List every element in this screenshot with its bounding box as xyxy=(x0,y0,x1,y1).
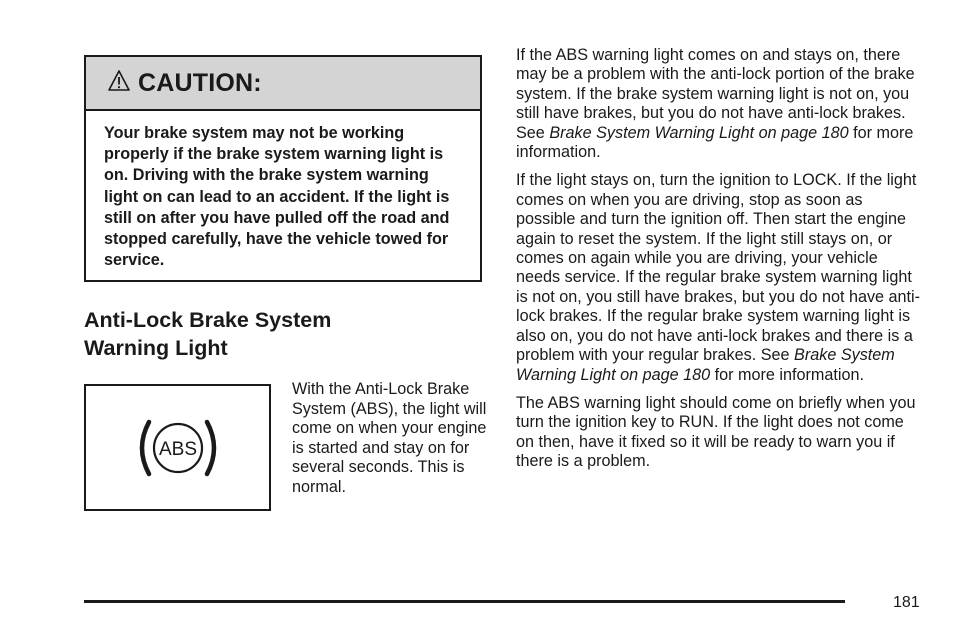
abs-light-icon xyxy=(138,416,218,480)
p2-end: for more information. xyxy=(710,365,864,384)
caution-box xyxy=(84,55,482,282)
paragraph-light-stays-on xyxy=(516,171,926,384)
section-heading-line2: Warning Light xyxy=(84,336,228,360)
paragraph-abs-stays-on xyxy=(516,46,926,162)
abs-symbol-text: ABS xyxy=(158,439,198,460)
p2-page-reference: Brake System Warning Light on page 180 xyxy=(516,346,895,384)
p1-text: If the ABS warning light comes on and stays on, there may be a problem with the anti-lock portion of the brake system. If the brake system warning light is not on, you still have brakes, but you do not have anti-lock brakes. See xyxy=(516,46,915,142)
footer-rule xyxy=(84,600,845,603)
abs-warning-light-illustration xyxy=(84,384,271,511)
caution-title: CAUTION: xyxy=(138,68,262,97)
section-heading-line1: Anti-Lock Brake System xyxy=(84,308,332,332)
p1-end: for more information. xyxy=(516,123,914,162)
abs-caption: With the Anti-Lock Brake System (ABS), the light will come on when your engine is started and stay on for several seconds. This is normal. xyxy=(292,380,487,496)
p1-page-reference: Brake System Warning Light on page 180 xyxy=(549,123,849,142)
warning-triangle-icon xyxy=(108,70,130,92)
caution-header xyxy=(86,57,480,111)
paragraph-abs-comes-on-briefly: The ABS warning light should come on briefly when you turn the ignition key to RUN. If the light does not come on then, have it fixed so it will be ready to warn you if there is a problem. xyxy=(516,393,916,471)
page-number: 181 xyxy=(893,594,920,611)
section-heading xyxy=(84,306,404,362)
caution-body: Your brake system may not be working properly if the brake system warning light is on. Driving with the brake system warning light on can lead to an accident. If the light is still on after you have pulled off the road and stopped carefully, have the vehicle towed for service. xyxy=(104,124,450,270)
right-column xyxy=(516,46,926,481)
p2-text: If the light stays on, turn the ignition to LOCK. If the light comes on when you are driving, stop as soon as possible and turn the ignition off. Then start the engine again to reset the system. If the light still stays on, or comes on again while you are driving, your vehicle needs service. If the regular brake system warning light is not on, you still have brakes, but you do not have anti-lock brakes. If the regular brake system warning light is also on, you do not have anti-lock brakes and there is a problem with your regular brakes. See xyxy=(516,171,921,365)
